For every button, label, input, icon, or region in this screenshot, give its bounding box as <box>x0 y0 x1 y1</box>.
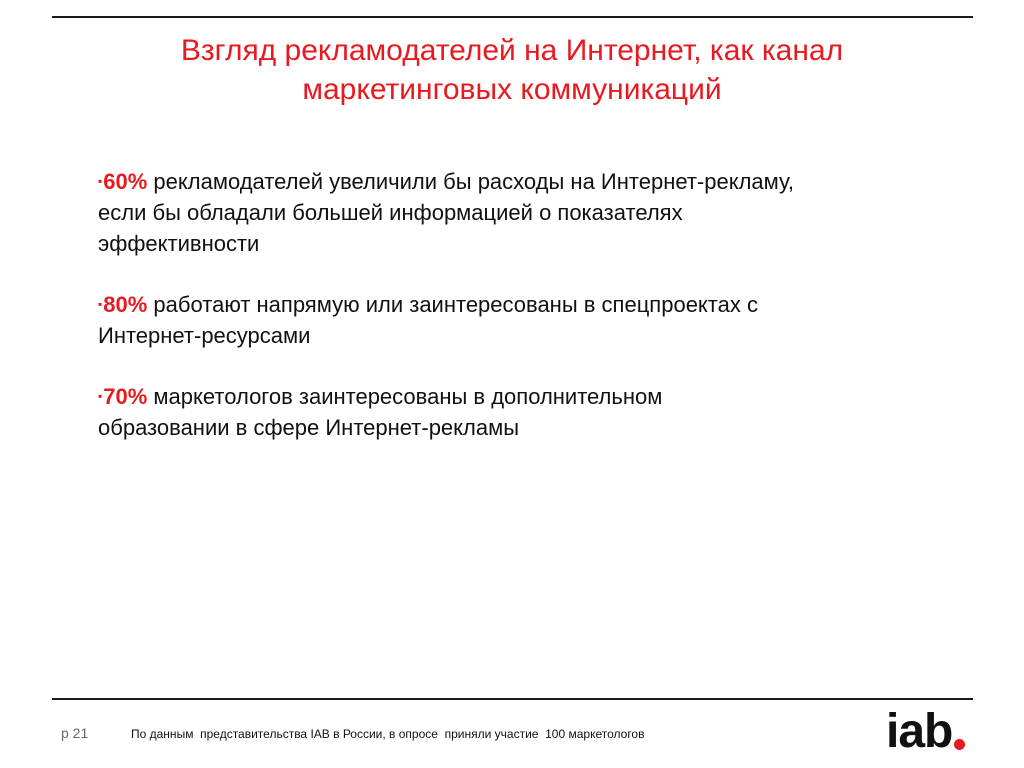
page-number: p 21 <box>61 725 89 741</box>
top-divider <box>52 16 973 18</box>
source-note: По данным представительства IAB в России, в опросе приняли участие 100 маркетологов <box>131 727 645 741</box>
square-bullet-icon: ▪ <box>98 174 103 188</box>
bottom-divider <box>52 698 973 700</box>
square-bullet-icon: ▪ <box>98 297 103 311</box>
slide-title-line-1: Взгляд рекламодателей на Интернет, как канал <box>180 34 844 67</box>
logo-text: iab <box>886 705 953 758</box>
square-bullet-icon: ▪ <box>98 389 103 403</box>
bullet-item <box>98 166 798 259</box>
slide-title <box>60 31 964 109</box>
bullet-item <box>98 289 798 351</box>
bullet-list <box>98 166 798 473</box>
bullet-percent: 70% <box>103 384 148 409</box>
logo-dot-icon <box>954 739 965 750</box>
bullet-text: работают напрямую или заинтересованы в спецпроектах с Интернет-ресурсами <box>98 292 758 348</box>
bullet-percent: 60% <box>103 169 148 194</box>
bullet-text: рекламодателей увеличили бы расходы на Интернет-рекламу, если бы обладали большей информацией о показателях эффективности <box>98 169 794 256</box>
bullet-percent: 80% <box>103 292 148 317</box>
iab-logo <box>886 705 965 758</box>
bullet-item <box>98 381 798 443</box>
bullet-text: маркетологов заинтересованы в дополнительном образовании в сфере Интернет-рекламы <box>98 384 663 440</box>
slide-title-line-2: маркетинговых коммуникаций <box>302 73 722 106</box>
